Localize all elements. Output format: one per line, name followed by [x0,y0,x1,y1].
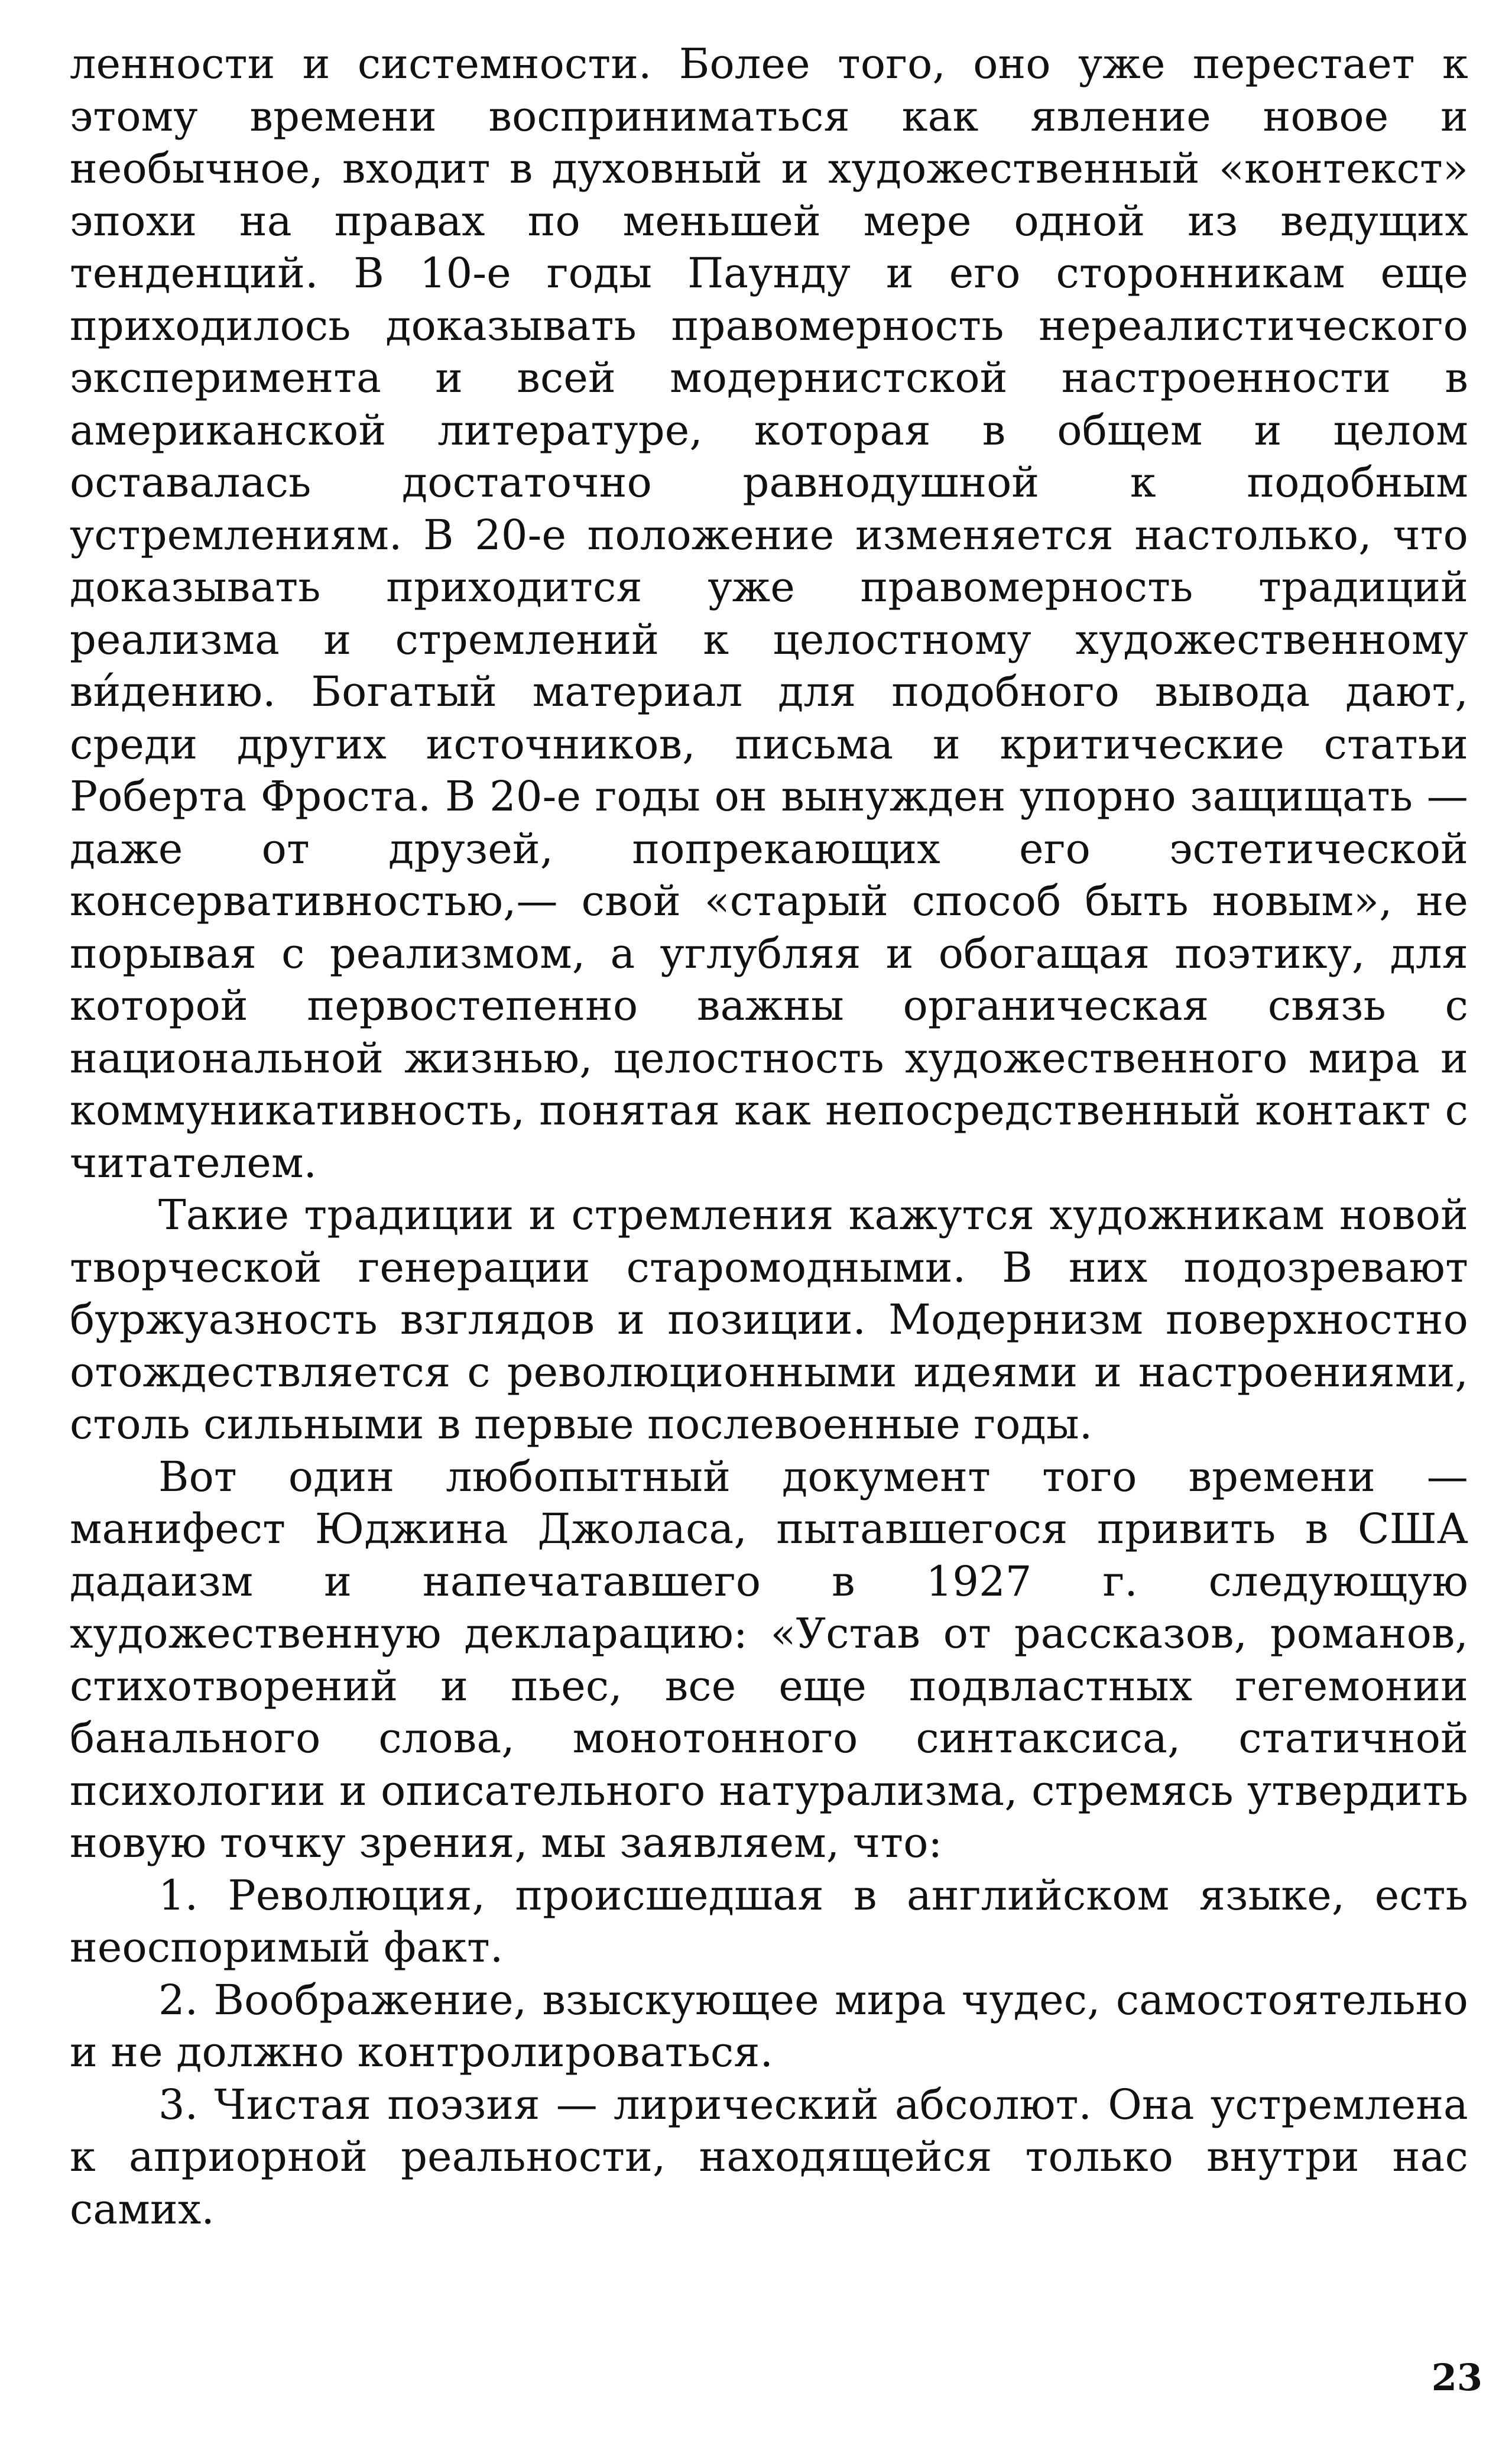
list-item-2: 2. Воображение, взыскующее мира чудес, самостоятельно и не должно контролироваться. [70,1975,1468,2076]
list-item-1: 1. Революция, происшедшая в английском языке, есть неоспоримый факт. [70,1871,1468,1972]
page-number: 23 [1431,2356,1482,2399]
paragraph-2: Такие традиции и стремления кажутся художникам новой творческой генерации старомодными. В них подозревают буржуазность взглядов и позиции. Модернизм поверхностно отождествляется с революционными идеями и настроениями, столь сильными в первые послевоенные годы. [70,1191,1468,1448]
page-body [70,38,1468,2235]
paragraph-3: Вот один любопытный документ того времени — манифест Юджина Джоласа, пытавшегося привить в США дадаизм и напечатавшего в 1927 г. следующую художественную декларацию: «Устав от рассказов, романов, стихотворений и пьес, все еще подвластных гегемонии банального слова, монотонного синтаксиса, статичной психологии и описательного натурализма, стремясь утвердить новую точку зрения, мы заявляем, что: [70,1452,1468,1867]
paragraph-1: ленности и системности. Более того, оно уже перестает к этому времени восприниматься как явление новое и необычное, входит в духовный и художественный «контекст» эпохи на правах по меньшей мере одной из ведущих тенденций. В 10-е годы Паунду и его сторонникам еще приходилось доказывать правомерность нереалистического эксперимента и всей модернистской настроенности в американской литературе, которая в общем и целом оставалась достаточно равнодушной к подобным устремлениям. В 20-е положение изменяется настолько, что доказывать приходится уже правомерность традиций реализма и стремлений к целостному художественному ви́дению. Богатый материал для подобного вывода дают, среди других источников, письма и критические статьи Роберта Фроста. В 20-е годы он вынужден упорно защищать — даже от друзей, попрекающих его эстетической консервативностью,— свой «старый способ быть новым», не порывая с реализмом, а углубляя и обогащая поэтику, для которой первостепенно важны органическая связь с национальной жизнью, целостность художественного мира и коммуникативность, понятая как непосредственный контакт с читателем. [70,40,1468,1187]
list-item-3: 3. Чистая поэзия — лирический абсолют. Она устремлена к априорной реальности, находящейся только внутри нас самих. [70,2080,1468,2234]
